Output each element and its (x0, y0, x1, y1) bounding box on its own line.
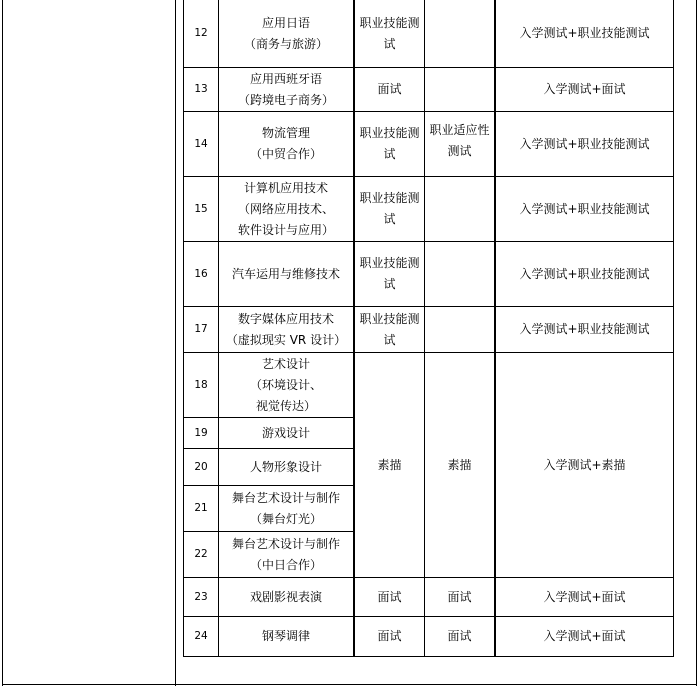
table-cell-major: 数字媒体应用技术 （虚拟现实 VR 设计） (225, 311, 347, 347)
table-cell-major: 艺术设计 （环境设计、 视觉传达） (249, 356, 322, 413)
table-cell-method: 入学测试+职业技能测试 (519, 266, 650, 281)
table-cell-exam: 面试 (377, 629, 402, 643)
table-cell-number: 21 (194, 502, 208, 514)
table-cell-exam: 面试 (377, 589, 402, 604)
table-cell-number: 16 (194, 267, 208, 280)
table-cell-major: 舞台艺术设计与制作 （舞台灯光） (231, 490, 340, 526)
table-cell-aptitude-test: 职业适应性 测试 (429, 123, 490, 158)
table-cell-method: 入学测试+职业技能测试 (519, 26, 650, 40)
table-cell-major: 应用日语 （商务与旅游） (243, 15, 328, 51)
table-cell-major: 应用西班牙语 （跨境电子商务） (237, 71, 334, 107)
table-cell-major: 戏剧影视表演 (249, 589, 322, 604)
table-cell-major: 人物形象设计 (249, 459, 322, 474)
table-cell-number: 14 (194, 137, 208, 150)
table-cell-test: 面试 (447, 589, 472, 604)
table-cell-method: 入学测试+面试 (543, 629, 626, 643)
table-border-left (2, 0, 3, 686)
table-cell-exam: 职业技能测 试 (359, 191, 420, 226)
table-cell-number: 12 (194, 27, 208, 39)
table-cell-test: 面试 (447, 629, 472, 643)
table-cell-method: 入学测试+职业技能测试 (519, 322, 650, 336)
table-cell-number: 19 (194, 426, 208, 439)
table-cell-exam: 面试 (377, 82, 402, 96)
table-cell-number: 22 (194, 548, 208, 560)
table-cell-major: 汽车运用与维修技术 (231, 266, 340, 281)
table-cell-method: 入学测试+职业技能测试 (519, 201, 650, 216)
table-bottom-border (183, 656, 674, 657)
table-cell-number: 24 (194, 630, 208, 642)
table-cell-number: 20 (194, 460, 208, 473)
table-cell-number: 23 (194, 590, 208, 603)
table-border-right (696, 0, 697, 686)
table-cell-method: 入学测试+面试 (543, 82, 626, 96)
table-border-right (673, 0, 674, 657)
table-cell-art-test: 素描 (447, 457, 472, 472)
table-cell-number: 18 (194, 378, 208, 391)
table-cell-major: 物流管理 （中贸合作） (249, 126, 322, 161)
table-cell-major: 游戏设计 (261, 425, 310, 440)
table-cell-number: 17 (194, 323, 208, 335)
table-cell-exam: 职业技能测 试 (359, 256, 420, 291)
table-cell-art-method: 入学测试+素描 (543, 457, 626, 472)
table-cell-major: 钢琴调律 (261, 629, 310, 643)
table-cell-major: 计算机应用技术 （网络应用技术、 软件设计与应用） (237, 180, 334, 237)
table-divider (175, 0, 176, 686)
table-cell-exam: 职业技能测 试 (359, 15, 420, 51)
table-cell-method: 入学测试+职业技能测试 (519, 136, 650, 151)
table-cell-method: 入学测试+面试 (543, 589, 626, 604)
table-cell-number: 13 (194, 83, 208, 95)
outer-bottom-border (2, 684, 697, 685)
table-cell-number: 15 (194, 202, 208, 215)
table-cell-major: 舞台艺术设计与制作 （中日合作） (231, 536, 340, 572)
table-cell-exam: 职业技能测 试 (359, 126, 420, 161)
table-cell-art-exam: 素描 (377, 457, 402, 472)
table-cell-exam: 职业技能测 试 (359, 311, 420, 347)
